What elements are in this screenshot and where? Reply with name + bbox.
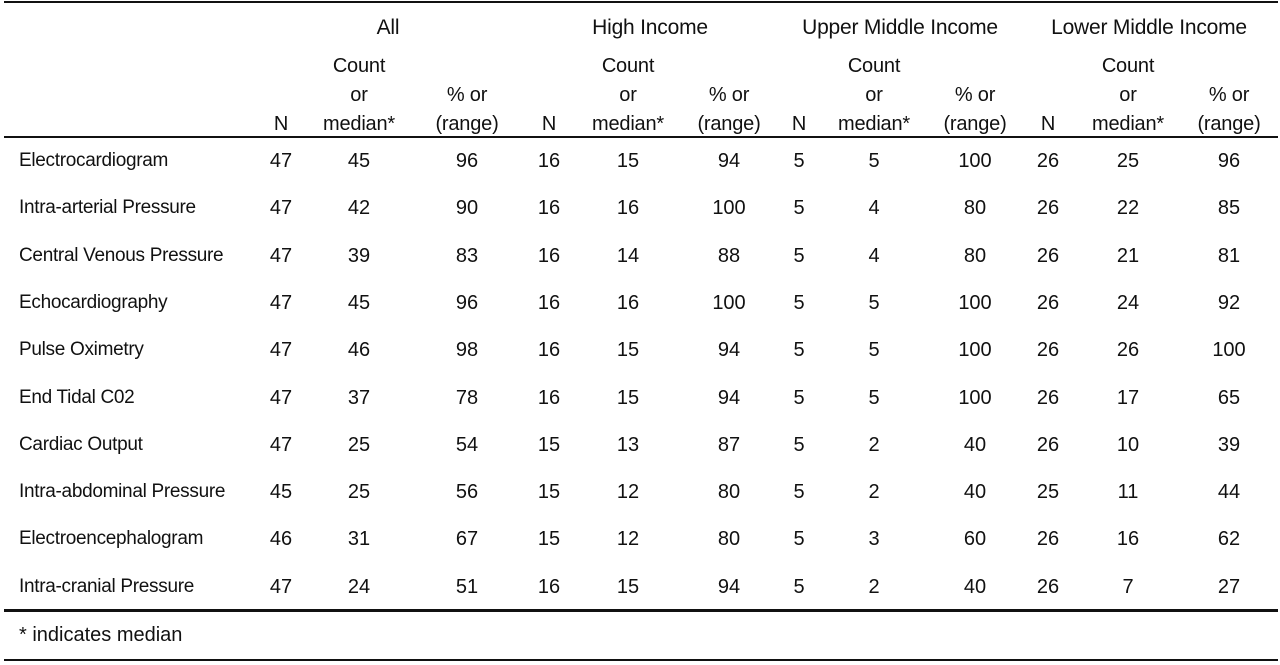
table-cell: 3: [868, 528, 880, 550]
table-cell: 16: [537, 292, 561, 314]
table-cell: 4: [868, 245, 880, 267]
table-cell: 5: [793, 576, 805, 598]
table-cell: 80: [717, 528, 741, 550]
table-cell: 51: [455, 576, 479, 598]
table-cell: 87: [717, 434, 741, 456]
table-cell: 45: [269, 481, 293, 503]
table-cell: 12: [616, 481, 640, 503]
table-cell: 45: [347, 292, 371, 314]
row-label: Cardiac Output: [19, 434, 143, 455]
subheader-pct-line-2: (range): [943, 113, 1007, 135]
table-cell: 16: [616, 197, 640, 219]
subheader-count-line-1: Count: [1101, 55, 1155, 77]
table-cell: 5: [868, 387, 880, 409]
table-cell: 100: [1212, 339, 1246, 361]
table-cell: 16: [537, 339, 561, 361]
subheader-count-line-2: or: [1119, 84, 1137, 106]
table-cell: 15: [616, 387, 640, 409]
table-cell: 39: [347, 245, 371, 267]
table-cell: 44: [1217, 481, 1241, 503]
row-label: Pulse Oximetry: [19, 339, 144, 360]
table-cell: 47: [269, 576, 293, 598]
table-cell: 5: [793, 292, 805, 314]
table-cell: 2: [868, 576, 880, 598]
table-cell: 100: [958, 339, 992, 361]
table-cell: 47: [269, 150, 293, 172]
group-header-all: All: [376, 16, 400, 39]
table-cell: 100: [958, 292, 992, 314]
table-cell: 14: [616, 245, 640, 267]
table-cell: 46: [269, 528, 293, 550]
table-cell: 16: [537, 150, 561, 172]
table-cell: 100: [712, 197, 746, 219]
table-cell: 26: [1036, 434, 1060, 456]
row-label: Electroencephalogram: [19, 528, 204, 549]
row-label: Intra-cranial Pressure: [19, 576, 195, 597]
table-cell: 100: [958, 387, 992, 409]
table-cell: 88: [717, 245, 741, 267]
table-cell: 46: [347, 339, 371, 361]
table-cell: 2: [868, 481, 880, 503]
table-cell: 40: [963, 576, 987, 598]
table-cell: 47: [269, 292, 293, 314]
table-cell: 16: [1116, 528, 1140, 550]
table-cell: 5: [793, 434, 805, 456]
table-cell: 96: [455, 292, 479, 314]
subheader-count-line-1: Count: [601, 55, 655, 77]
table-cell: 81: [1217, 245, 1241, 267]
row-label: End Tidal C02: [19, 387, 135, 408]
table-cell: 26: [1036, 339, 1060, 361]
table-cell: 39: [1217, 434, 1241, 456]
table-cell: 15: [537, 528, 561, 550]
table-cell: 47: [269, 197, 293, 219]
table-cell: 5: [793, 339, 805, 361]
table-cell: 25: [347, 481, 371, 503]
subheader-pct-line-2: (range): [435, 113, 499, 135]
table-cell: 98: [455, 339, 479, 361]
table-cell: 85: [1217, 197, 1241, 219]
row-label: Echocardiography: [19, 292, 168, 313]
subheader-count-line-3: median*: [838, 113, 910, 135]
subheader-pct-line-1: % or: [954, 84, 996, 106]
table-cell: 94: [717, 150, 741, 172]
table-cell: 78: [455, 387, 479, 409]
table-cell: 24: [347, 576, 371, 598]
table-cell: 26: [1036, 150, 1060, 172]
table-cell: 22: [1116, 197, 1140, 219]
group-header-high-income: High Income: [592, 16, 708, 39]
table-cell: 16: [537, 245, 561, 267]
subheader-pct-line-1: % or: [446, 84, 488, 106]
table-cell: 47: [269, 434, 293, 456]
table-cell: 16: [537, 576, 561, 598]
table-cell: 96: [455, 150, 479, 172]
table-cell: 47: [269, 387, 293, 409]
table-cell: 80: [963, 197, 987, 219]
table-bottom-rule: [4, 659, 1278, 661]
subheader-pct-line-1: % or: [708, 84, 750, 106]
table-cell: 5: [793, 387, 805, 409]
table-cell: 17: [1116, 387, 1140, 409]
table-cell: 25: [1116, 150, 1140, 172]
table-cell: 62: [1217, 528, 1241, 550]
table-cell: 15: [616, 339, 640, 361]
table-cell: 27: [1217, 576, 1241, 598]
table-cell: 26: [1116, 339, 1140, 361]
table-cell: 5: [793, 197, 805, 219]
row-label: Electrocardiogram: [19, 150, 169, 171]
subheader-n: N: [541, 113, 557, 135]
subheader-count-line-2: or: [865, 84, 883, 106]
row-label: Intra-abdominal Pressure: [19, 481, 226, 502]
table-cell: 25: [1036, 481, 1060, 503]
subheader-n: N: [791, 113, 807, 135]
table-cell: 5: [793, 528, 805, 550]
subheader-count-line-2: or: [619, 84, 637, 106]
table-cell: 45: [347, 150, 371, 172]
table-cell: 37: [347, 387, 371, 409]
table-cell: 26: [1036, 245, 1060, 267]
table-cell: 26: [1036, 528, 1060, 550]
table-cell: 65: [1217, 387, 1241, 409]
table-cell: 60: [963, 528, 987, 550]
subheader-count-line-3: median*: [1092, 113, 1164, 135]
subheader-pct-line-2: (range): [1197, 113, 1261, 135]
table-cell: 94: [717, 387, 741, 409]
table-cell: 100: [958, 150, 992, 172]
table-cell: 42: [347, 197, 371, 219]
table-cell: 47: [269, 339, 293, 361]
subheader-count-line-3: median*: [323, 113, 395, 135]
group-header-upper-middle-income: Upper Middle Income: [802, 16, 998, 39]
table-cell: 15: [616, 150, 640, 172]
table-cell: 15: [537, 481, 561, 503]
table-cell: 80: [963, 245, 987, 267]
table-cell: 90: [455, 197, 479, 219]
table-top-rule: [4, 1, 1278, 3]
table-cell: 100: [712, 292, 746, 314]
table-cell: 26: [1036, 292, 1060, 314]
table-cell: 47: [269, 245, 293, 267]
table-cell: 26: [1036, 197, 1060, 219]
table-cell: 5: [793, 481, 805, 503]
table-cell: 21: [1116, 245, 1140, 267]
table-cell: 16: [537, 387, 561, 409]
footnote: * indicates median: [19, 624, 183, 646]
row-label: Central Venous Pressure: [19, 245, 224, 266]
table-cell: 25: [347, 434, 371, 456]
subheader-pct-line-2: (range): [697, 113, 761, 135]
subheader-n: N: [273, 113, 289, 135]
table-cell: 80: [717, 481, 741, 503]
row-label: Intra-arterial Pressure: [19, 197, 196, 218]
table-cell: 10: [1116, 434, 1140, 456]
subheader-count-line-3: median*: [592, 113, 664, 135]
group-header-lower-middle-income: Lower Middle Income: [1051, 16, 1247, 39]
table-cell: 96: [1217, 150, 1241, 172]
table-cell: 16: [537, 197, 561, 219]
table-cell: 15: [537, 434, 561, 456]
table-cell: 40: [963, 481, 987, 503]
table-cell: 5: [793, 245, 805, 267]
table-cell: 4: [868, 197, 880, 219]
subheader-pct-line-1: % or: [1208, 84, 1250, 106]
table-cell: 67: [455, 528, 479, 550]
table-cell: 5: [868, 150, 880, 172]
table-cell: 5: [793, 150, 805, 172]
body-bottom-rule: [4, 609, 1278, 612]
table-cell: 40: [963, 434, 987, 456]
table-cell: 26: [1036, 387, 1060, 409]
subheader-count-line-1: Count: [847, 55, 901, 77]
table-cell: 83: [455, 245, 479, 267]
table-cell: 5: [868, 339, 880, 361]
table-cell: 12: [616, 528, 640, 550]
table-cell: 13: [616, 434, 640, 456]
table-cell: 56: [455, 481, 479, 503]
table-cell: 94: [717, 339, 741, 361]
subheader-n: N: [1040, 113, 1056, 135]
table-cell: 16: [616, 292, 640, 314]
table-cell: 7: [1122, 576, 1134, 598]
table-cell: 94: [717, 576, 741, 598]
subheader-count-line-1: Count: [332, 55, 386, 77]
table-cell: 92: [1217, 292, 1241, 314]
subheader-count-line-2: or: [350, 84, 368, 106]
table-cell: 15: [616, 576, 640, 598]
table-cell: 31: [347, 528, 371, 550]
table-cell: 24: [1116, 292, 1140, 314]
table-cell: 5: [868, 292, 880, 314]
table-cell: 11: [1117, 481, 1139, 503]
table-cell: 54: [455, 434, 479, 456]
table-cell: 2: [868, 434, 880, 456]
table-cell: 26: [1036, 576, 1060, 598]
